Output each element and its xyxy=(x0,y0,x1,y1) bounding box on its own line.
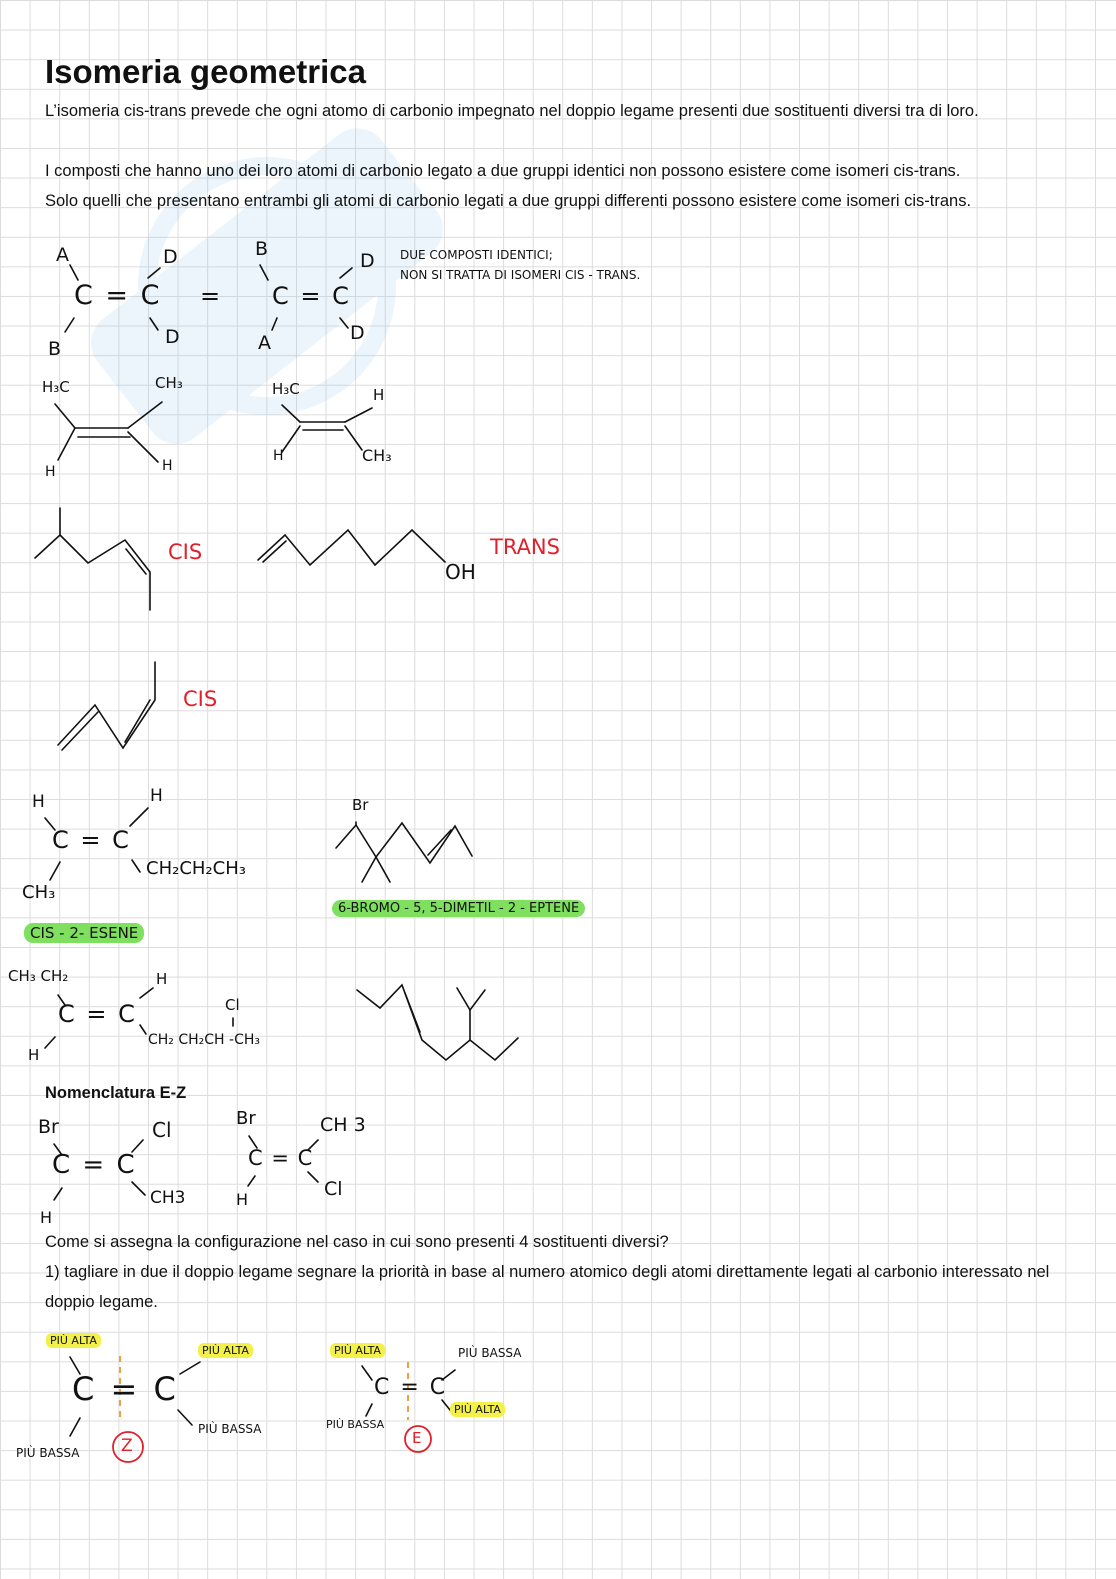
z-config-tag: Z xyxy=(121,1436,133,1456)
label-bromo-name: 6-BROMO - 5, 5-DIMETIL - 2 - EPTENE xyxy=(332,900,585,917)
nomenclature-heading: Nomenclatura E-Z xyxy=(45,1084,187,1102)
z-bottom-right-priority: PIÙ BASSA xyxy=(198,1422,262,1436)
e-double-bond: C = C xyxy=(374,1375,448,1400)
z-top-left-priority: PIÙ ALTA xyxy=(46,1333,101,1348)
s2-top-left: B xyxy=(255,238,269,260)
ez1-bottom-right: CH3 xyxy=(150,1188,186,1208)
ez1-top-left: Br xyxy=(38,1116,59,1138)
page-title: Isomeria geometrica xyxy=(45,53,366,90)
s6-chlorine: Cl xyxy=(225,996,240,1014)
s4-bottom-left: H xyxy=(273,448,284,464)
step-1-text: 1) tagliare in due il doppio legame segnare la priorità in base al numero atomico degli atomi direttamente legati al carbonio interessato nel doppio legame. xyxy=(45,1263,1050,1311)
e-bottom-left-priority: PIÙ BASSA xyxy=(326,1418,385,1431)
s1-top-right: D xyxy=(163,246,178,268)
label-oh: OH xyxy=(445,560,476,584)
label-cis-2-esene: CIS - 2- ESENE xyxy=(24,923,144,943)
s1-bottom-right: D xyxy=(165,326,180,348)
s6-top-left: CH₃ CH₂ xyxy=(8,967,69,985)
e-top-left-priority: PIÙ ALTA xyxy=(330,1343,385,1358)
e-top-right-priority: PIÙ BASSA xyxy=(458,1346,522,1360)
ez1-top-right: Cl xyxy=(152,1118,172,1142)
s5-top-left: H xyxy=(32,792,45,812)
e-config-tag: E xyxy=(412,1429,422,1447)
ez2-double-bond: C = C xyxy=(248,1146,314,1170)
ez2-top-right: CH 3 xyxy=(320,1114,366,1136)
s2-top-right: D xyxy=(360,250,375,272)
intro-paragraph-2: I composti che hanno uno dei loro atomi di carbonio legato a due gruppi identici non possono esistere come isomeri cis-trans. xyxy=(45,162,961,180)
intro-paragraph-1: L’isomeria cis-trans prevede che ogni atomo di carbonio impegnato nel doppio legame presenti due sostituenti diversi tra di loro. xyxy=(45,102,979,120)
note-identical-line1: DUE COMPOSTI IDENTICI; xyxy=(400,248,553,262)
s6-bottom-right: CH₂ CH₂CH -CH₃ xyxy=(148,1032,260,1048)
s4-top-right: H xyxy=(373,386,385,404)
label-cis-1: CIS xyxy=(168,540,203,564)
z-bottom-left-priority: PIÙ BASSA xyxy=(16,1446,80,1460)
note-identical-line2: NON SI TRATTA DI ISOMERI CIS - TRANS. xyxy=(400,268,641,282)
e-bottom-right-priority: PIÙ ALTA xyxy=(450,1402,505,1417)
s5-double-bond: C = C xyxy=(52,826,131,854)
s4-bottom-right: CH₃ xyxy=(362,446,392,465)
s6-top-right: H xyxy=(156,970,168,988)
s5-bottom-left: CH₃ xyxy=(22,882,56,903)
s3-bottom-right: H xyxy=(162,458,173,474)
s3-top-left: H₃C xyxy=(42,378,70,396)
label-trans: TRANS xyxy=(490,535,560,559)
s1-double-bond: C = C xyxy=(74,280,162,311)
s5-bottom-right: CH₂CH₂CH₃ xyxy=(146,858,246,879)
ez2-bottom-left: H xyxy=(236,1190,249,1209)
equals-sign: = xyxy=(200,282,221,310)
s4-top-left: H₃C xyxy=(272,380,300,398)
s2-bottom-right: D xyxy=(350,322,365,344)
ez2-top-left: Br xyxy=(236,1108,256,1129)
question-text: Come si assegna la configurazione nel caso in cui sono presenti 4 sostituenti diversi? xyxy=(45,1233,669,1251)
z-double-bond: C = C xyxy=(72,1370,179,1408)
ez1-double-bond: C = C xyxy=(52,1150,137,1180)
bromo-br-label: Br xyxy=(352,796,369,814)
s5-top-right: H xyxy=(150,786,163,806)
s1-bottom-left: B xyxy=(48,338,62,360)
s2-bottom-left: A xyxy=(258,332,271,354)
ez2-bottom-right: Cl xyxy=(324,1178,343,1200)
ez1-bottom-left: H xyxy=(40,1208,53,1227)
intro-paragraph-3: Solo quelli che presentano entrambi gli atomi di carbonio legati a due gruppi differenti possono esistere come isomeri cis-trans. xyxy=(45,192,972,210)
s3-top-right: CH₃ xyxy=(155,374,183,392)
z-top-right-priority: PIÙ ALTA xyxy=(198,1343,253,1358)
s3-bottom-left: H xyxy=(45,464,56,480)
s6-bottom-left: H xyxy=(28,1046,40,1064)
s1-top-left: A xyxy=(56,244,69,266)
label-cis-2: CIS xyxy=(183,687,218,711)
s2-double-bond: C = C xyxy=(272,282,351,310)
s6-double-bond: C = C xyxy=(58,1000,137,1028)
